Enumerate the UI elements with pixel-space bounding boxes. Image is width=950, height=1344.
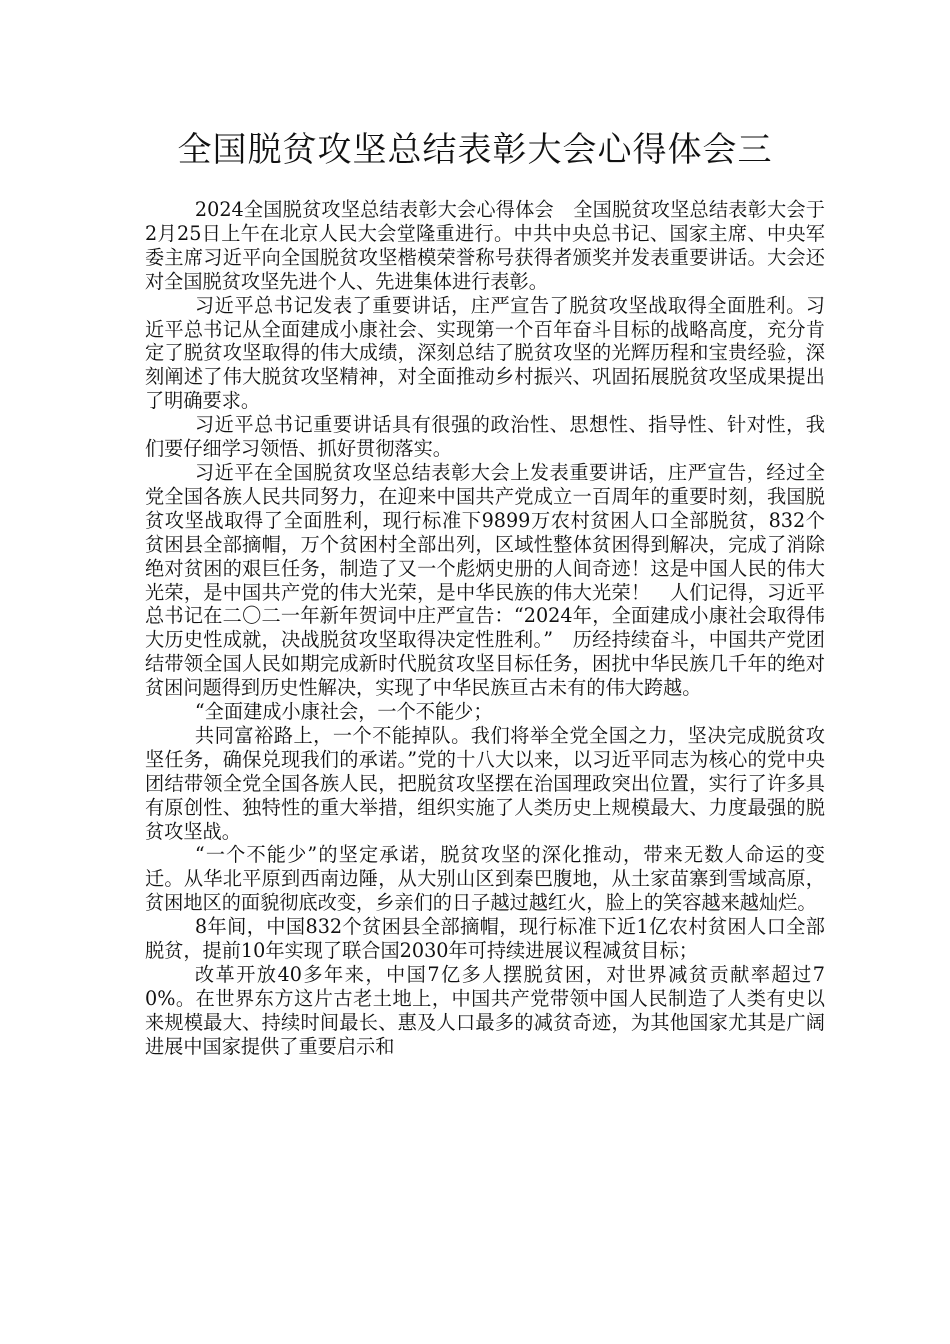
paragraph: “全面建成小康社会，一个不能少； [194, 700, 493, 724]
paragraph: “一个不能少”的坚定承诺，脱贫攻坚的深化推动，带来无数人命运的变迁。从华北平原到西南边陲，从大别山区到秦巴腹地，从土家苗寨到雪域高原，贫困地区的面貌彻底改变，乡亲们的日子越过越红火，脸上的笑容越来越灿烂。 [145, 843, 825, 915]
paragraph: 习近平在全国脱贫攻坚总结表彰大会上发表重要讲话，庄严宣告，经过全党全国各族人民共同努力，在迎来中国共产党成立一百周年的重要时刻，我国脱贫攻坚战取得了全面胜利，现行标准下9899万农村贫困人口全部脱贫，832个贫困县全部摘帽，万个贫困村全部出列，区域性整体贫困得到解决，完成了消除绝对贫困的艰巨任务，制造了又一个彪炳史册的人间奇迹！这是中国人民的伟大光荣，是中国共产党的伟大光荣，是中华民族的伟大光荣！ 人们记得，习近平总书记在二〇二一年新年贺词中庄严宣告：“2024年，全面建成小康社会取得伟大历史性成就，决战脱贫攻坚取得决定性胜利。” 历经持续奋斗，中国共产党团结带领全国人民如期完成新时代脱贫攻坚目标任务，困扰中华民族几千年的绝对贫困问题得到历史性解决，实现了中华民族亘古未有的伟大跨越。 [145, 460, 825, 700]
paragraph: 改革开放40多年来，中国7亿多人摆脱贫困，对世界减贫贡献率超过70%。在世界东方这片古老土地上，中国共产党带领中国人民制造了人类有史以来规模最大、持续时间最长、惠及人口最多的减贫奇迹，为其他国家尤其是广阔进展中国家提供了重要启示和 [145, 963, 825, 1058]
paragraph: 2024全国脱贫攻坚总结表彰大会心得体会 全国脱贫攻坚总结表彰大会于2月25日上午在北京人民大会堂隆重进行。中共中央总书记、国家主席、中央军委主席习近平向全国脱贫攻坚楷模荣誉称号获得者颁奖并发表重要讲话。大会还对全国脱贫攻坚先进个人、先进集体进行表彰。 [145, 198, 825, 293]
paragraph: 共同富裕路上，一个不能掉队。我们将举全党全国之力，坚决完成脱贫攻坚任务，确保兑现我们的承诺。”党的十八大以来，以习近平同志为核心的党中央团结带领全党全国各族人民，把脱贫攻坚摆在治国理政突出位置，实行了许多具有原创性、独特性的重大举措，组织实施了人类历史上规模最大、力度最强的脱贫攻坚战。 [145, 723, 825, 843]
document-title: 全国脱贫攻坚总结表彰大会心得体会三 [177, 130, 773, 170]
paragraph: 习近平总书记发表了重要讲话，庄严宣告了脱贫攻坚战取得全面胜利。习近平总书记从全面建成小康社会、实现第一个百年奋斗目标的战略高度，充分肯定了脱贫攻坚取得的伟大成绩，深刻总结了脱贫攻坚的光辉历程和宝贵经验，深刻阐述了伟大脱贫攻坚精神，对全面推动乡村振兴、巩固拓展脱贫攻坚成果提出了明确要求。 [145, 293, 825, 413]
document-body [145, 198, 825, 1059]
paragraph: 习近平总书记重要讲话具有很强的政治性、思想性、指导性、针对性，我们要仔细学习领悟、抓好贯彻落实。 [145, 413, 825, 461]
paragraph: 8年间，中国832个贫困县全部摘帽，现行标准下近1亿农村贫困人口全部脱贫，提前10年实现了联合国2030年可持续进展议程减贫目标； [145, 915, 825, 963]
